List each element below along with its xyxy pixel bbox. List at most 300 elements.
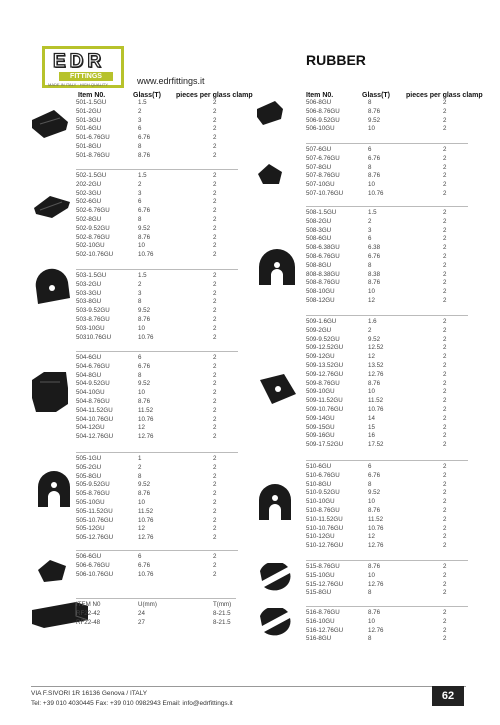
item-number: 505-10GU — [76, 499, 105, 506]
right-group-separator — [306, 560, 468, 561]
table-row — [76, 455, 248, 464]
item-number: 505-10.76GU — [76, 516, 114, 524]
item-number: 508-2GU — [306, 217, 332, 225]
item-number: 509-13.52GU — [306, 362, 344, 369]
table-row — [76, 298, 248, 307]
glass-thickness: 1.6 — [368, 318, 377, 325]
table-row — [306, 525, 478, 534]
item-number: 506-10GU — [306, 125, 335, 133]
pieces-per-clamp: 2 — [443, 335, 447, 343]
pieces-per-clamp: 2 — [213, 251, 217, 259]
pieces-per-clamp: 2 — [443, 609, 447, 616]
table-row — [306, 318, 478, 327]
glass-thickness: 8.76 — [368, 107, 381, 115]
glass-thickness: 8 — [368, 480, 372, 488]
table-row — [76, 281, 248, 290]
glass-thickness: 6.76 — [368, 154, 381, 162]
table-row — [306, 155, 478, 164]
glass-thickness: 10.76 — [138, 570, 154, 578]
item-number: 509-1.6GU — [306, 318, 337, 325]
glass-thickness: 3 — [138, 289, 142, 297]
item-number: 504-10GU — [76, 389, 105, 397]
pieces-per-clamp: 2 — [213, 289, 217, 297]
item-number: 504-6.76GU — [76, 362, 110, 370]
glass-thickness: 3 — [368, 226, 372, 234]
table-row — [76, 325, 248, 334]
glass-thickness: 3 — [138, 116, 142, 124]
glass-thickness: 12.52 — [368, 344, 384, 352]
glass-thickness: 6.76 — [368, 253, 381, 260]
glass-thickness: 6.38 — [368, 244, 381, 252]
left-group-separator — [76, 351, 238, 352]
table-row — [306, 235, 478, 244]
glass-thickness: 10.76 — [138, 516, 154, 524]
pieces-per-clamp: 2 — [213, 433, 217, 441]
pieces-per-clamp: 2 — [443, 414, 447, 422]
table-row — [76, 134, 248, 143]
glass-thickness: 10 — [368, 125, 375, 133]
table-row — [76, 499, 248, 508]
glass-thickness: 11.52 — [368, 515, 384, 523]
right-group-separator — [306, 143, 468, 144]
table-row — [76, 562, 248, 571]
pieces-per-clamp: 2 — [213, 324, 217, 332]
item-number: 501-2GU — [76, 107, 102, 115]
item-number: 504-8GU — [76, 371, 102, 379]
item-number: 507-6GU — [306, 146, 332, 153]
item-number: 507-10GU — [306, 181, 335, 189]
page-title: RUBBER — [306, 52, 366, 68]
rf-item: RF22-48 — [76, 619, 101, 626]
glass-thickness: 6 — [138, 553, 142, 560]
glass-thickness: 8.76 — [368, 379, 381, 387]
glass-thickness: 8 — [368, 99, 372, 106]
item-number: 510-11.52GU — [306, 515, 343, 523]
pieces-per-clamp: 2 — [443, 471, 447, 479]
table-row — [76, 553, 248, 562]
item-number: 515-8.76GU — [306, 563, 340, 570]
pieces-per-clamp: 2 — [213, 242, 217, 250]
item-number: 508-8GU — [306, 261, 332, 269]
glass-thickness: 12.76 — [138, 433, 154, 441]
glass-thickness: 8 — [138, 472, 142, 480]
item-number: 505-9.52GU — [76, 481, 110, 489]
item-number: 506-6.76GU — [76, 561, 110, 569]
pieces-per-clamp: 2 — [213, 116, 217, 124]
rubber-504-image — [30, 368, 70, 416]
table-row — [306, 279, 478, 288]
pieces-per-clamp: 2 — [213, 380, 217, 388]
table-row — [306, 380, 478, 389]
table-row — [306, 371, 478, 380]
item-number: 509-17.52GU — [306, 441, 344, 449]
pieces-per-clamp: 2 — [443, 288, 447, 296]
table-row — [306, 336, 478, 345]
rf-row — [76, 610, 246, 619]
glass-thickness: 10 — [368, 288, 375, 296]
glass-thickness: 8.76 — [138, 490, 151, 498]
glass-thickness: 16 — [368, 432, 375, 440]
glass-thickness: 8.76 — [138, 151, 151, 159]
item-number: 506-9.52GU — [306, 116, 340, 124]
pieces-per-clamp: 2 — [443, 617, 447, 625]
rf-u: 27 — [138, 619, 145, 626]
pieces-per-clamp: 2 — [213, 553, 217, 560]
item-number: 510-8.76GU — [306, 507, 340, 514]
glass-thickness: 2 — [368, 217, 372, 225]
table-row — [76, 433, 248, 442]
glass-thickness: 1.5 — [138, 99, 147, 106]
table-row — [76, 517, 248, 526]
table-row — [76, 251, 248, 260]
pieces-per-clamp: 2 — [213, 180, 217, 188]
item-number: 508-6.38GU — [306, 244, 340, 252]
glass-thickness: 12.76 — [138, 534, 154, 542]
table-row — [306, 627, 478, 636]
rf-row — [76, 619, 246, 628]
pieces-per-clamp: 2 — [213, 316, 217, 323]
glass-thickness: 11.52 — [138, 406, 154, 414]
glass-thickness: 2 — [138, 280, 142, 288]
glass-thickness: 11.52 — [368, 397, 384, 405]
table-row — [306, 481, 478, 490]
glass-thickness: 10 — [138, 389, 145, 397]
pieces-per-clamp: 2 — [443, 524, 447, 532]
table-row — [306, 618, 478, 627]
item-number: 501-3GU — [76, 116, 102, 124]
pieces-per-clamp: 2 — [213, 415, 217, 423]
table-row — [76, 508, 248, 517]
rubber-508-image — [255, 245, 300, 285]
item-number: 510-10GU — [306, 498, 335, 506]
glass-thickness: 10 — [138, 499, 145, 506]
table-row — [306, 362, 478, 371]
pieces-per-clamp: 2 — [443, 498, 447, 506]
glass-thickness: 12 — [138, 424, 145, 432]
pieces-per-clamp: 2 — [443, 318, 447, 325]
glass-thickness: 12.76 — [368, 580, 384, 588]
table-row — [306, 288, 478, 297]
table-row — [306, 406, 478, 415]
right-group-separator — [306, 460, 468, 461]
glass-thickness: 8 — [368, 261, 372, 269]
pieces-per-clamp: 2 — [213, 216, 217, 223]
pieces-per-clamp: 2 — [443, 344, 447, 352]
glass-thickness: 2 — [368, 326, 372, 334]
table-row — [76, 534, 248, 543]
rf-u: 24 — [138, 610, 145, 617]
glass-thickness: 9.52 — [368, 116, 381, 124]
pieces-per-clamp: 2 — [443, 353, 447, 361]
pieces-per-clamp: 2 — [443, 154, 447, 162]
table-row — [306, 498, 478, 507]
pieces-per-clamp: 2 — [443, 388, 447, 396]
table-row — [76, 416, 248, 425]
glass-thickness: 10.76 — [368, 406, 384, 413]
rubber-506-small-image — [34, 556, 70, 586]
item-number: 509-2GU — [306, 326, 332, 334]
rubber-501-image — [30, 108, 70, 140]
table-row — [306, 563, 478, 572]
rf-t: 8-21.5 — [213, 610, 231, 617]
pieces-per-clamp: 2 — [443, 209, 447, 216]
table-row — [306, 181, 478, 190]
pieces-per-clamp: 2 — [443, 507, 447, 514]
table-row — [76, 334, 248, 343]
pieces-per-clamp: 2 — [443, 635, 447, 643]
item-number: 508-6.76GU — [306, 253, 340, 260]
glass-thickness: 10 — [138, 324, 145, 332]
footer-divider — [31, 686, 466, 687]
footer-address: VIA F.SIVORI 1R 16136 Genova / ITALY — [31, 690, 148, 697]
table-row — [306, 489, 478, 498]
item-number: 509-12GU — [306, 353, 335, 361]
item-number: 508-6GU — [306, 235, 332, 243]
pieces-per-clamp: 2 — [213, 307, 217, 315]
pieces-per-clamp: 2 — [443, 217, 447, 225]
item-number: 506-10.76GU — [76, 570, 114, 578]
item-number: 506-8.76GU — [306, 107, 340, 115]
glass-thickness: 8 — [368, 163, 372, 171]
table-row — [306, 432, 478, 441]
table-row — [306, 99, 478, 108]
pieces-per-clamp: 2 — [213, 472, 217, 480]
pieces-per-clamp: 2 — [213, 455, 217, 462]
pieces-per-clamp: 2 — [443, 580, 447, 588]
glass-thickness: 8.76 — [138, 316, 151, 323]
pieces-per-clamp: 2 — [213, 406, 217, 414]
left-group-separator — [76, 269, 238, 270]
item-number: 515-8GU — [306, 589, 332, 597]
pieces-per-clamp: 2 — [443, 542, 447, 550]
pieces-per-clamp: 2 — [213, 481, 217, 489]
glass-thickness: 2 — [138, 463, 142, 471]
table-row — [76, 354, 248, 363]
table-row — [306, 397, 478, 406]
glass-thickness: 9.52 — [138, 380, 151, 388]
rubber-510-image — [255, 478, 295, 523]
table-row — [306, 516, 478, 525]
pieces-per-clamp: 2 — [213, 507, 217, 515]
glass-thickness: 12.76 — [368, 626, 384, 634]
pieces-per-clamp: 2 — [213, 534, 217, 542]
item-number: 502-9.52GU — [76, 224, 110, 232]
glass-thickness: 9.52 — [138, 481, 151, 489]
table-row — [306, 581, 478, 590]
item-number: 503-10GU — [76, 324, 105, 332]
item-number: 516-8GU — [306, 635, 332, 643]
item-number: 508-1.5GU — [306, 209, 337, 216]
pieces-per-clamp: 2 — [213, 151, 217, 159]
pieces-per-clamp: 2 — [443, 379, 447, 387]
glass-thickness: 8 — [368, 635, 372, 643]
table-row — [76, 152, 248, 161]
item-number: 510-9.52GU — [306, 489, 340, 497]
logo-tagline: MADE IN ITALY · HIGH QUALITY — [48, 82, 109, 87]
table-row — [76, 181, 248, 190]
pieces-per-clamp: 2 — [213, 189, 217, 197]
item-number: 502-10.76GU — [76, 251, 114, 259]
item-number: 507-10.76GU — [306, 190, 344, 197]
glass-thickness: 10 — [368, 571, 375, 579]
pieces-per-clamp: 2 — [213, 233, 217, 241]
glass-thickness: 8 — [138, 143, 142, 150]
item-number: 502-8.76GU — [76, 233, 110, 241]
logo-subtitle: FITTINGS — [59, 72, 113, 81]
pieces-per-clamp: 2 — [443, 406, 447, 413]
item-number: 509-10.76GU — [306, 406, 344, 413]
rf-separator — [76, 598, 236, 599]
item-number: 502-3GU — [76, 189, 102, 197]
item-number: 515-10GU — [306, 571, 335, 579]
pieces-per-clamp: 2 — [443, 116, 447, 124]
pieces-per-clamp: 2 — [443, 571, 447, 579]
item-number: 509-12.52GU — [306, 344, 344, 352]
pieces-per-clamp: 2 — [213, 525, 217, 533]
footer-contacts: Tel: +39 010 4030445 Fax: +39 010 0982943 Email: info@edrfittings.it — [31, 700, 233, 707]
item-number: 504-9.52GU — [76, 380, 110, 388]
table-row — [306, 589, 478, 598]
right-header-pieces: pieces per glass clamp — [406, 92, 483, 99]
glass-thickness: 1.5 — [138, 172, 147, 179]
item-number: 507-8GU — [306, 163, 332, 171]
item-number: 510-6GU — [306, 463, 332, 470]
glass-thickness: 9.52 — [368, 489, 381, 497]
logo-letters: EDR — [53, 51, 106, 72]
table-row — [76, 398, 248, 407]
pieces-per-clamp: 2 — [213, 207, 217, 215]
table-row — [306, 108, 478, 117]
glass-thickness: 10 — [368, 388, 375, 396]
glass-thickness: 11.52 — [138, 507, 154, 515]
rubber-515-image — [258, 563, 292, 593]
table-row — [306, 415, 478, 424]
pieces-per-clamp: 2 — [213, 371, 217, 379]
pieces-per-clamp: 2 — [443, 190, 447, 197]
item-number: 503-9.52GU — [76, 307, 110, 315]
glass-thickness: 10 — [368, 498, 375, 506]
item-number: 516-12.76GU — [306, 626, 344, 634]
pieces-per-clamp: 2 — [213, 570, 217, 578]
glass-thickness: 8.76 — [368, 507, 381, 514]
table-row — [76, 190, 248, 199]
table-row — [76, 234, 248, 243]
glass-thickness: 2 — [138, 180, 142, 188]
pieces-per-clamp: 2 — [443, 423, 447, 431]
rubber-509-image — [258, 372, 298, 406]
glass-thickness: 2 — [138, 107, 142, 115]
item-number: 509-10GU — [306, 388, 335, 396]
table-row — [76, 99, 248, 108]
table-row — [76, 525, 248, 534]
table-row — [76, 225, 248, 234]
table-row — [76, 571, 248, 580]
glass-thickness: 6.76 — [368, 471, 381, 479]
pieces-per-clamp: 2 — [443, 181, 447, 189]
table-row — [76, 380, 248, 389]
glass-thickness: 12 — [138, 525, 145, 533]
item-number: 509-12.76GU — [306, 370, 344, 378]
table-row — [76, 490, 248, 499]
pieces-per-clamp: 2 — [443, 326, 447, 334]
item-number: 508-3GU — [306, 226, 332, 234]
glass-thickness: 10.76 — [138, 333, 154, 341]
glass-thickness: 10 — [368, 617, 375, 625]
rf-t: 8-21.5 — [213, 619, 231, 626]
rf-header-item: ITEM N0 — [76, 601, 101, 608]
table-row — [306, 244, 478, 253]
pieces-per-clamp: 2 — [213, 198, 217, 206]
table-row — [76, 389, 248, 398]
pieces-per-clamp: 2 — [443, 533, 447, 541]
right-group-separator — [306, 206, 468, 207]
pieces-per-clamp: 2 — [213, 172, 217, 179]
item-number: 509-16GU — [306, 432, 335, 440]
glass-thickness: 12 — [368, 533, 375, 541]
pieces-per-clamp: 2 — [443, 362, 447, 369]
pieces-per-clamp: 2 — [213, 272, 217, 279]
item-number: 501-6GU — [76, 125, 102, 133]
item-number: 502-6.76GU — [76, 207, 110, 215]
pieces-per-clamp: 2 — [213, 389, 217, 397]
pieces-per-clamp: 2 — [443, 589, 447, 597]
glass-thickness: 1 — [138, 455, 142, 462]
glass-thickness: 8.76 — [138, 233, 151, 241]
glass-thickness: 6 — [138, 198, 142, 206]
item-number: 505-11.52GU — [76, 507, 113, 515]
item-number: 515-12.76GU — [306, 580, 344, 588]
rf-header-t: T(mm) — [213, 601, 232, 608]
pieces-per-clamp: 2 — [443, 432, 447, 440]
item-number: 502-10GU — [76, 242, 105, 250]
rf-item: RF22-42 — [76, 610, 101, 617]
item-number: 504-6GU — [76, 354, 102, 361]
table-row — [76, 424, 248, 433]
item-number: 502-8GU — [76, 216, 102, 223]
pieces-per-clamp: 2 — [443, 397, 447, 405]
item-number: 508-10GU — [306, 288, 335, 296]
item-number: 506-6GU — [76, 553, 102, 560]
pieces-per-clamp: 2 — [443, 99, 447, 106]
pieces-per-clamp: 2 — [213, 333, 217, 341]
pieces-per-clamp: 2 — [443, 270, 447, 278]
glass-thickness: 8.76 — [368, 609, 381, 616]
pieces-per-clamp: 2 — [213, 398, 217, 405]
glass-thickness: 10 — [368, 181, 375, 189]
left-header-glass: Glass(T) — [133, 92, 162, 99]
item-number: 504-8.76GU — [76, 398, 110, 405]
rubber-502-image — [32, 192, 72, 220]
table-row — [306, 388, 478, 397]
glass-thickness: 8 — [138, 371, 142, 379]
glass-thickness: 6 — [368, 235, 372, 243]
table-row — [76, 198, 248, 207]
pieces-per-clamp: 2 — [443, 235, 447, 243]
table-row — [76, 407, 248, 416]
glass-thickness: 3 — [138, 189, 142, 197]
glass-thickness: 6.76 — [138, 362, 151, 370]
pieces-per-clamp: 2 — [443, 515, 447, 523]
pieces-per-clamp: 2 — [443, 480, 447, 488]
table-row — [76, 272, 248, 281]
table-row — [76, 363, 248, 372]
rf-header-row — [76, 601, 246, 610]
table-row — [306, 146, 478, 155]
item-number: 505-8.76GU — [76, 490, 110, 498]
pieces-per-clamp: 2 — [213, 280, 217, 288]
item-number: 808-8.38GU — [306, 270, 340, 278]
table-row — [76, 316, 248, 325]
